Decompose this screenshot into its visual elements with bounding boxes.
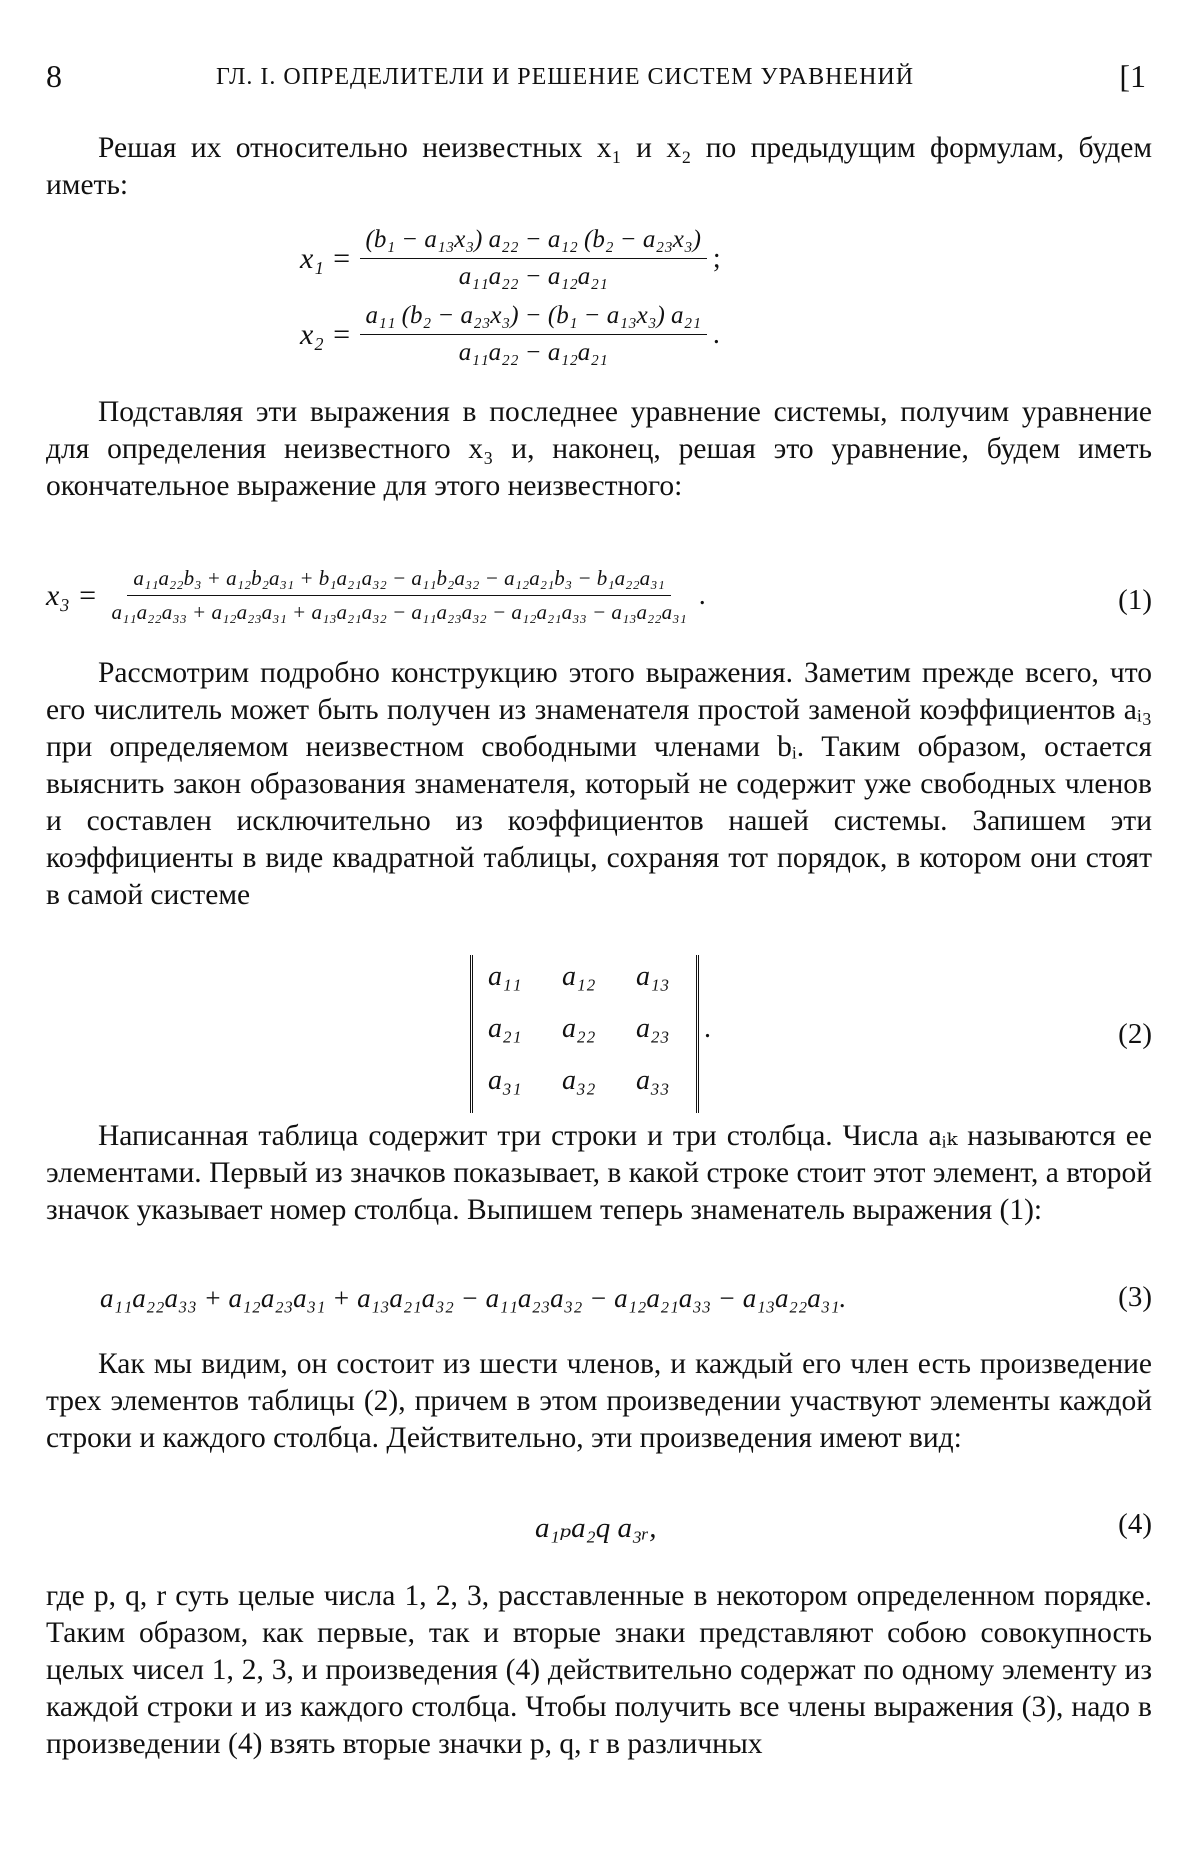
- formula-eq4: a₁ₚa₂q a₃ᵣ,: [535, 1512, 657, 1544]
- paragraph-3: Рассмотрим подробно конструкцию этого выражения. Заметим прежде всего, что его числитель может быть получен из знаменателя простой заменой коэффициентов aᵢ₃ при определяемом неизвестном свободными членами bᵢ. Таким образом, остается выяснить закон образования знаменателя, который не содержит уже свободных членов и составлен исключительно из коэффициентов нашей системы. Запишем эти коэффициенты в виде квадратной таблицы, сохраняя тот порядок, в котором они стоят в самой системе: [46, 657, 1152, 911]
- equation-number-1: (1): [1118, 584, 1152, 616]
- section-mark: [1: [1119, 58, 1146, 94]
- equation-number-4: (4): [1118, 1508, 1152, 1540]
- paragraph-6: где p, q, r суть целые числа 1, 2, 3, расставленные в некотором определенном порядке. Таким образом, как первые, так и вторые знаки представляют собою совокупность целых чисел 1, 2, 3, и произведения (4) действительно содержат по одному элементу из каждой строки и из каждого столбца. Чтобы получить все члены выражения (3), надо в произведении (4) взять вторые значки p, q, r в различных: [46, 1580, 1152, 1760]
- formula-x1: x₁ = $\frac{\text{(b₁ − a₁₃x₃) a₂₂ − a₁₂ (b₂ − a₂₃x₃)}}{\text{a₁₁a₂₂ − a₁₂a₂₁}}$ ;: [300, 226, 721, 290]
- matrix-cell: a₃₁: [488, 1065, 522, 1096]
- paragraph-2: Подставляя эти выражения в последнее уравнение системы, получим уравнение для определения неизвестного x₃ и, наконец, решая это уравнение, будем иметь окончательное выражение для этого неизвестного:: [46, 396, 1152, 502]
- formula-x3: x₃ = a₁₁a₂₂b₃ + a₁₂b₂a₃₁ + b₁a₂₁a₃₂ − a₁₁b₂a₃₂ − a₁₂a₂₁b₃ − b₁a₂₂a₃₁ a₁₁a₂₂a₃₃ + a₁₂a₂₃a₃₁ + a₁₃a₂₁a₃₂ − a₁₁a₂₃a₃₂ − a₁₂a₂₁a₃₃ − a₁₃a₂₂a₃₁ .: [46, 566, 706, 624]
- matrix-right-bar: [696, 955, 699, 1113]
- paragraph-4: Написанная таблица содержит три строки и три столбца. Числа aᵢₖ называются ее элементами. Первый из значков показывает, в какой строке стоит этот элемент, а второй значок указывает номер столбца. Выпишем теперь знаменатель выражения (1):: [46, 1120, 1152, 1226]
- matrix-left-bar: [470, 955, 473, 1113]
- matrix-cell: a₃₂: [562, 1065, 596, 1096]
- matrix-cell: a₃₃: [636, 1065, 670, 1096]
- coefficient-matrix: [470, 955, 711, 1113]
- paragraph-1: Решая их относительно неизвестных x₁ и x₂ по предыдущим формулам, будем иметь:: [46, 132, 1152, 201]
- formula-eq3: a₁₁a₂₂a₃₃ + a₁₂a₂₃a₃₁ + a₁₃a₂₁a₃₂ − a₁₁a₂₃a₃₂ − a₁₂a₂₁a₃₃ − a₁₃a₂₂a₃₁.: [100, 1283, 847, 1313]
- equation-number-2: (2): [1118, 1018, 1152, 1050]
- page-number: 8: [46, 58, 62, 94]
- equation-number-3: (3): [1118, 1281, 1152, 1313]
- matrix-cell: a₁₂: [562, 961, 596, 992]
- matrix-cell: a₂₂: [562, 1013, 596, 1044]
- matrix-cell: a₁₃: [636, 961, 670, 992]
- running-header: [46, 58, 1146, 98]
- paragraph-5: Как мы видим, он состоит из шести членов, и каждый его член есть произведение трех элементов таблицы (2), причем в этом произведении участвуют элементы каждой строки и каждого столбца. Действительно, эти произведения имеют вид:: [46, 1348, 1152, 1454]
- matrix-cell: a₂₃: [636, 1013, 670, 1044]
- matrix-cell: a₂₁: [488, 1013, 522, 1044]
- matrix-cell: a₁₁: [488, 961, 522, 992]
- formula-x2: x₂ = $\frac{\text{a₁₁ (b₂ − a₂₃x₃) − (b₁ − a₁₃x₃) a₂₁}}{\text{a₁₁a₂₂ − a₁₂a₂₁}}$ .: [300, 302, 720, 366]
- matrix-period: .: [704, 1013, 711, 1044]
- running-title: ГЛ. I. ОПРЕДЕЛИТЕЛИ И РЕШЕНИЕ СИСТЕМ УРАВНЕНИЙ: [216, 64, 915, 90]
